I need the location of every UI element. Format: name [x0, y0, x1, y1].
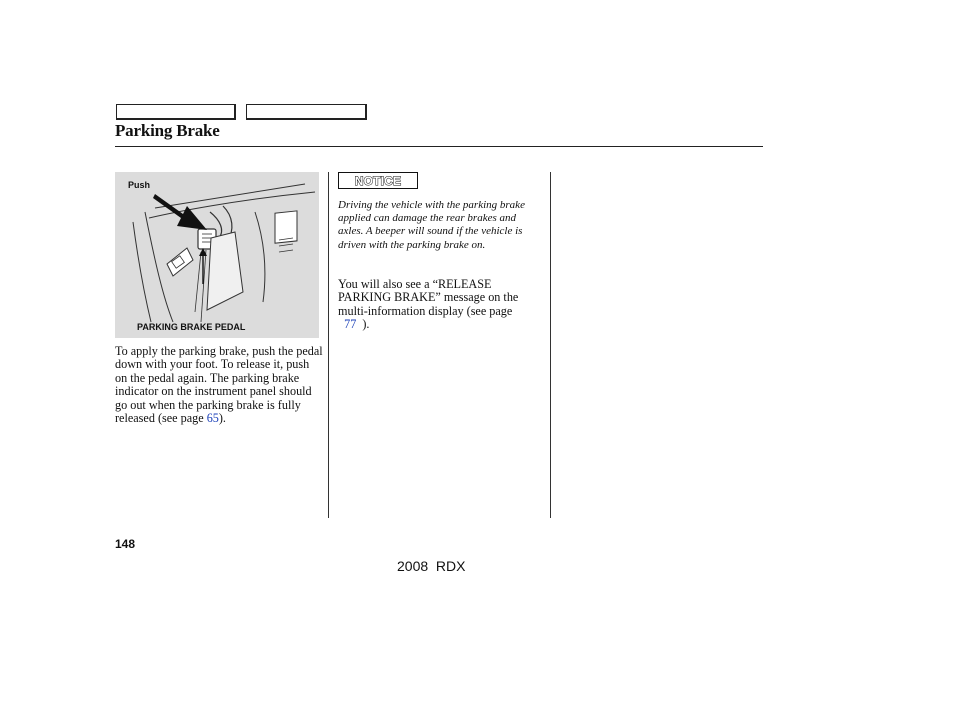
parking-brake-drawing — [115, 172, 319, 338]
page-65-link[interactable]: 65 — [206, 411, 219, 426]
apply-brake-paragraph — [115, 345, 323, 425]
notice-label: NOTICE — [354, 173, 402, 188]
apply-brake-text-end: ). — [218, 411, 226, 426]
parking-brake-illustration — [115, 172, 319, 338]
release-message-text: You will also see a “RELEASE PARKING BRAKE” message on the multi-information display (see page — [338, 277, 519, 318]
footer-model: 2008 RDX — [397, 558, 466, 574]
pedal-label: PARKING BRAKE PEDAL — [137, 322, 246, 332]
notice-badge — [338, 172, 418, 189]
push-label: Push — [128, 180, 151, 190]
notice-text: Driving the vehicle with the parking brake applied can damage the rear brakes and axles. A beeper will sound if the vehicle is driven with the parking brake on. — [338, 199, 525, 251]
release-message-paragraph — [338, 278, 544, 332]
column-divider-2 — [550, 172, 551, 518]
column-divider-1 — [328, 172, 329, 518]
release-message-text-end: ). — [362, 317, 370, 332]
page-title: Parking Brake — [115, 121, 220, 140]
nav-button-right[interactable] — [246, 104, 367, 120]
title-rule — [115, 146, 763, 147]
page-number: 148 — [115, 537, 136, 551]
nav-button-left[interactable] — [116, 104, 236, 120]
apply-brake-text: To apply the parking brake, push the pedal down with your foot. To release it, push on the pedal again. The parking brake indicator on the instrument panel should go out when the parking brake is fully released (see page — [115, 344, 323, 426]
page-77-link[interactable]: 77 — [344, 317, 357, 332]
